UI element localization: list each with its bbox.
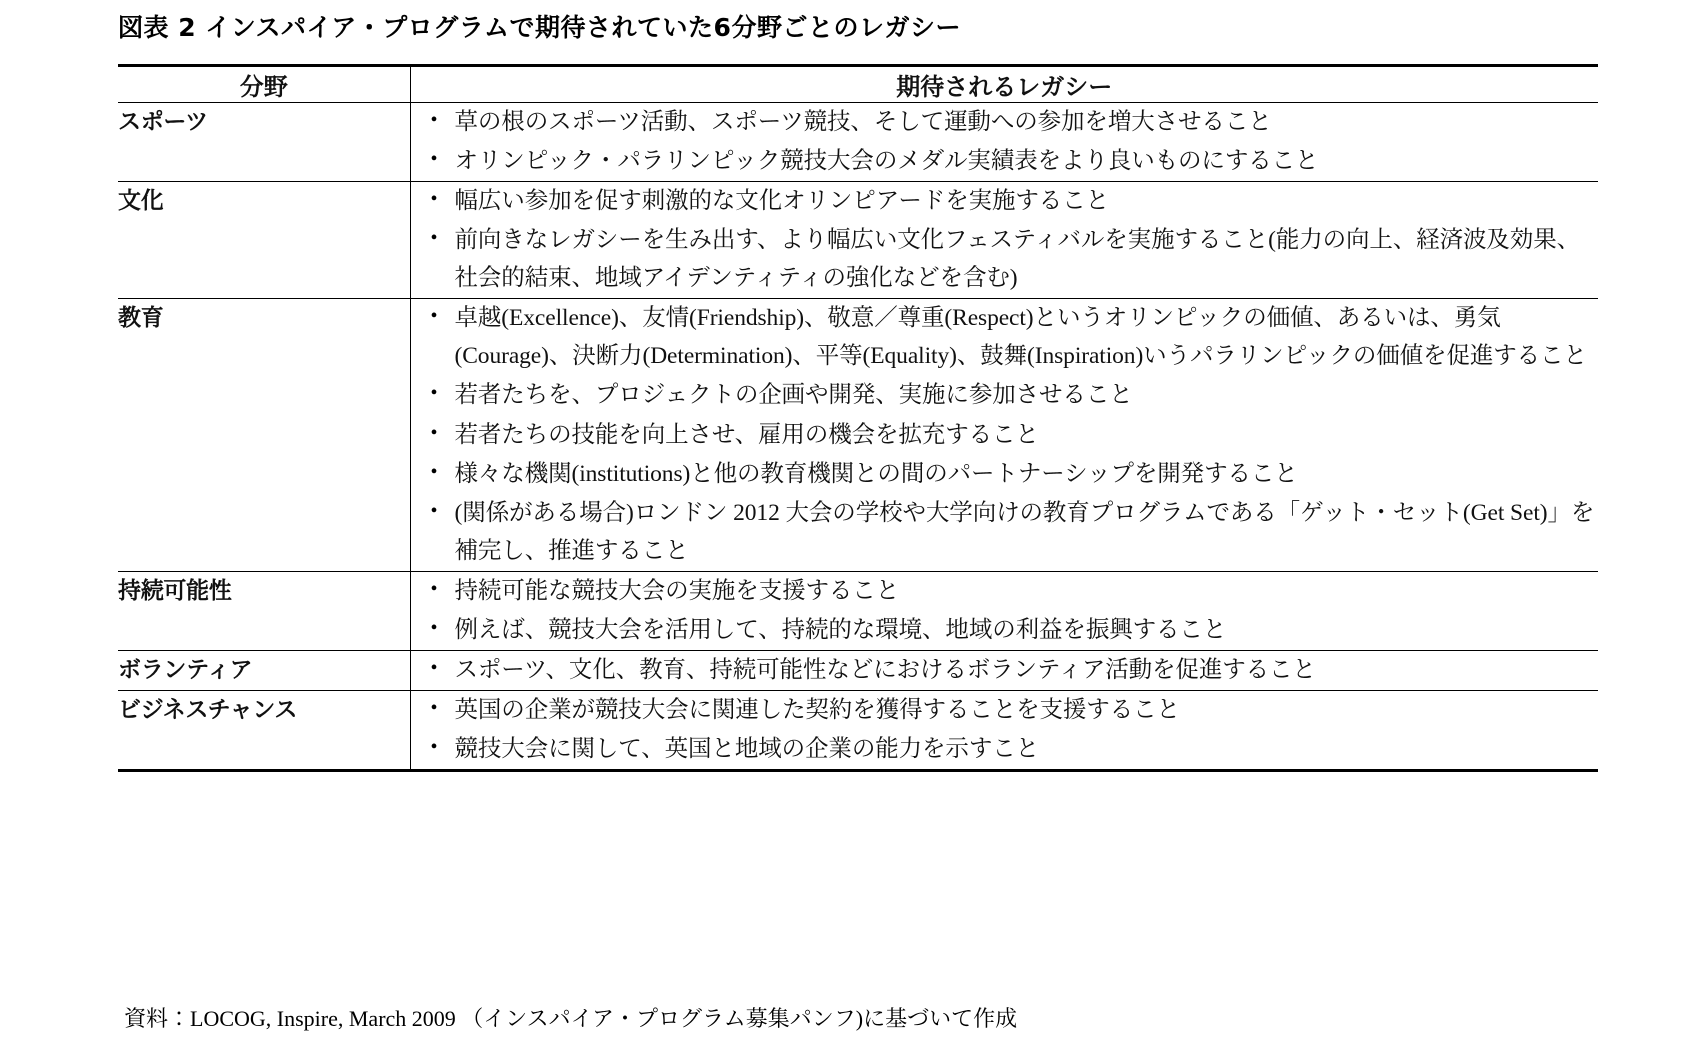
legacy-cell-volunteer [410, 650, 1598, 690]
list-item: • スポーツ、文化、教育、持続可能性などにおけるボランティア活動を促進すること [411, 651, 1599, 689]
list-item: • 持続可能な競技大会の実施を支援すること [411, 572, 1599, 610]
figure-title: 図表 2 インスパイア・プログラムで期待されていた6分野ごとのレガシー [118, 13, 961, 42]
bullet-list [411, 299, 1599, 569]
list-item: • 競技大会に関して、英国と地域の企業の能力を示すこと [411, 730, 1599, 768]
bullet-list [411, 691, 1599, 768]
table-header-row [118, 66, 1598, 103]
list-item: • 若者たちの技能を向上させ、雇用の機会を拡充すること [411, 416, 1599, 454]
table-body [118, 103, 1598, 771]
field-label-volunteer: ボランティア [118, 650, 410, 690]
list-item: • 幅広い参加を促す刺激的な文化オリンピアードを実施すること [411, 182, 1599, 220]
field-label-business: ビジネスチャンス [118, 690, 410, 770]
column-header-field: 分野 [118, 66, 410, 103]
bullet-list [411, 651, 1599, 689]
table-row [118, 571, 1598, 650]
legacy-cell-education [410, 299, 1598, 571]
legacy-cell-sustainability [410, 571, 1598, 650]
list-item: • 卓越(Excellence)、友情(Friendship)、敬意／尊重(Respect)というオリンピックの価値、あるいは、勇気(Courage)、決断力(Determination)、平等(Equality)、鼓舞(Inspiration)いうパラリンピックの価値を促進すること [411, 299, 1599, 375]
field-label-education: 教育 [118, 299, 410, 571]
list-item: • オリンピック・パラリンピック競技大会のメダル実績表をより良いものにすること [411, 142, 1599, 180]
source-note: 資料：LOCOG, Inspire, March 2009 （インスパイア・プログラム募集パンフ)に基づいて作成 [124, 1006, 1018, 1031]
list-item: • 若者たちを、プロジェクトの企画や開発、実施に参加させること [411, 376, 1599, 414]
field-label-sustainability: 持続可能性 [118, 571, 410, 650]
list-item: • (関係がある場合)ロンドン 2012 大会の学校や大学向けの教育プログラムである「ゲット・セット(Get Set)」を補完し、推進すること [411, 494, 1599, 570]
column-header-legacy: 期待されるレガシー [896, 73, 1113, 101]
table-row [118, 690, 1598, 770]
table-row [118, 299, 1598, 571]
list-item: • 例えば、競技大会を活用して、持続的な環境、地域の利益を振興すること [411, 611, 1599, 649]
field-label-sports: スポーツ [118, 103, 410, 182]
bullet-list [411, 182, 1599, 297]
legacy-cell-culture [410, 182, 1598, 299]
bullet-list [411, 103, 1599, 180]
list-item: • 草の根のスポーツ活動、スポーツ競技、そして運動への参加を増大させること [411, 103, 1599, 141]
field-label-culture: 文化 [118, 182, 410, 299]
legacy-cell-sports [410, 103, 1598, 182]
list-item: • 英国の企業が競技大会に関連した契約を獲得することを支援すること [411, 691, 1599, 729]
legacy-cell-business [410, 690, 1598, 770]
legacy-table [118, 64, 1598, 772]
table-row [118, 103, 1598, 182]
table-row [118, 650, 1598, 690]
list-item: • 前向きなレガシーを生み出す、より幅広い文化フェスティバルを実施すること(能力の向上、経済波及効果、社会的結束、地域アイデンティティの強化などを含む) [411, 221, 1599, 297]
list-item: • 様々な機関(institutions)と他の教育機関との間のパートナーシップを開発すること [411, 455, 1599, 493]
bullet-list [411, 572, 1599, 649]
table-row [118, 182, 1598, 299]
